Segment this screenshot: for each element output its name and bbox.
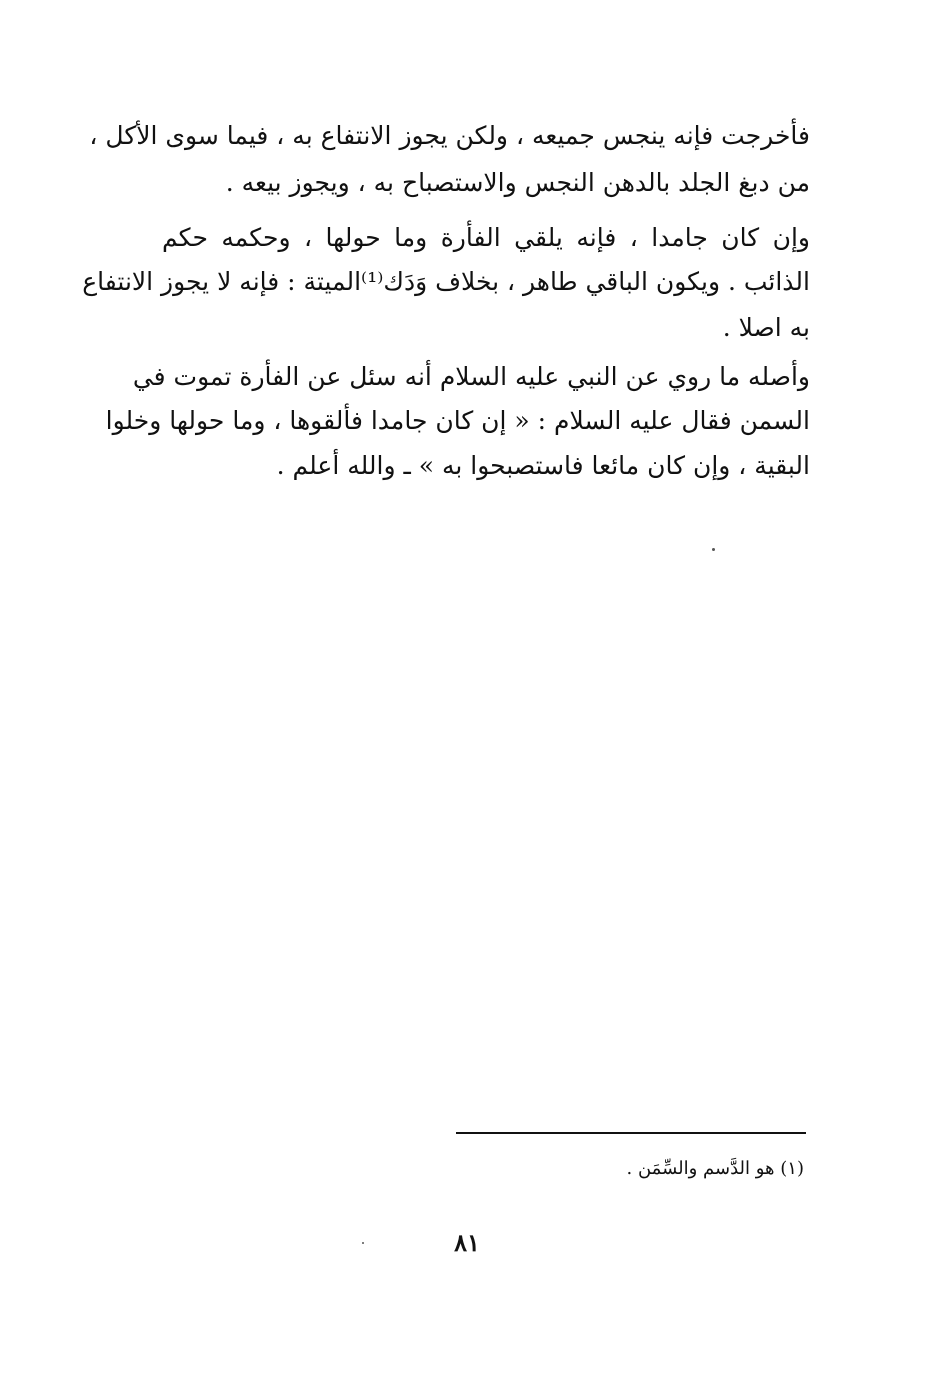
paragraph-3-line-2: السمن فقال عليه السلام : « إن كان جامدا فألقوها ، وما حولها وخلوا xyxy=(105,406,810,435)
paragraph-1-line-1: فأخرجت فإنه ينجس جميعه ، ولكن يجوز الانتفاع به ، فيما سوى الأكل ، xyxy=(89,121,810,150)
footnote-divider xyxy=(456,1132,806,1134)
scan-speck xyxy=(712,548,715,551)
paragraph-2-line-3: به اصلا . xyxy=(722,313,810,342)
paragraph-2-line-2: الذائب . ويكون الباقي طاهر ، بخلاف وَدَك⁽¹⁾الميتة : فإنه لا يجوز الانتفاع xyxy=(82,267,810,296)
paragraph-2-line-1: وإن كان جامدا ، فإنه يلقي الفأرة وما حولها ، وحكمه حكم xyxy=(162,223,810,252)
paragraph-3-line-1: وأصله ما روي عن النبي عليه السلام أنه سئل عن الفأرة تموت في xyxy=(132,362,810,391)
page-number: ٨١ xyxy=(454,1228,480,1257)
footnote: (١) هو الدَّسم والسِّمَن . xyxy=(626,1158,804,1179)
paragraph-1-line-2: من دبغ الجلد بالدهن النجس والاستصباح به ، ويجوز بيعه . xyxy=(225,168,810,197)
paragraph-3-line-3: البقية ، وإن كان مائعا فاستصبحوا به » ـ والله أعلم . xyxy=(276,451,810,480)
